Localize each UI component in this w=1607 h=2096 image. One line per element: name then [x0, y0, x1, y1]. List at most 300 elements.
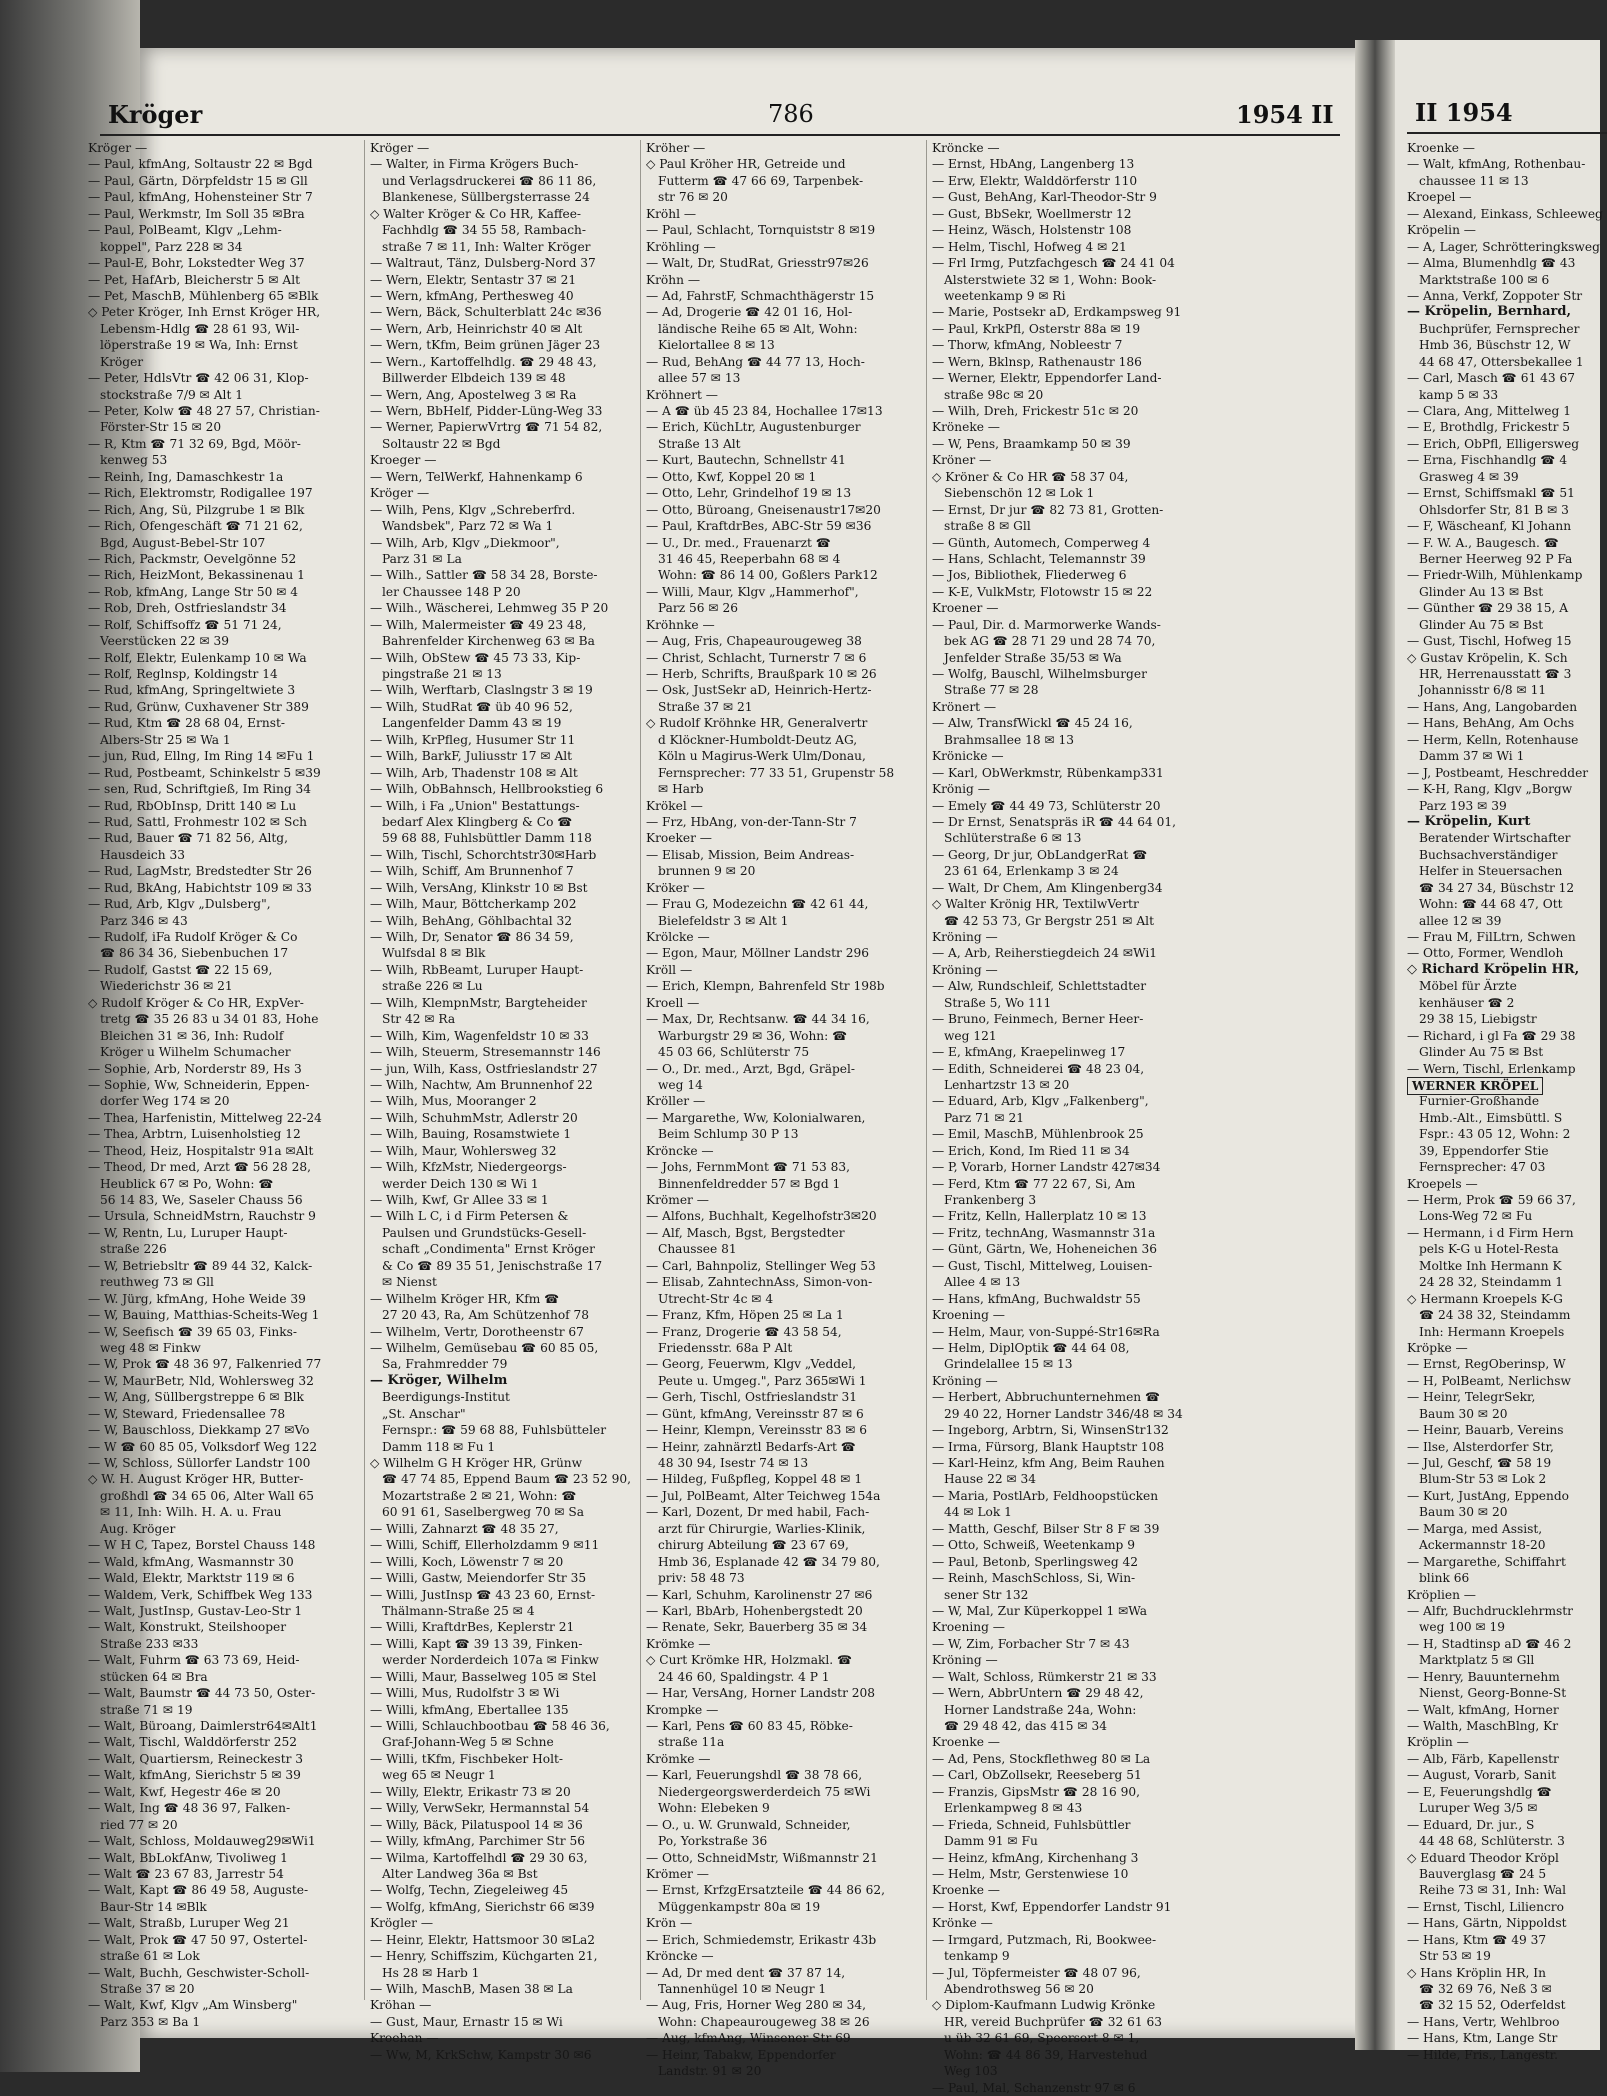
directory-entry-line: Kröhling — — [646, 239, 716, 254]
directory-entry-line: — Frau G, Modezeichn ☎ 42 61 44, — [646, 897, 869, 912]
directory-entry-line: — Walt, JustInsp, Gustav-Leo-Str 1 — [88, 1603, 303, 1618]
directory-entry-line: — Ad, FahrstF, Schmachthägerstr 15 — [646, 288, 875, 303]
directory-entry-line: — O., u. W. Grunwald, Schneider, — [646, 1817, 851, 1832]
directory-entry-line: — Willy, VerwSekr, Hermannstal 54 — [370, 1801, 590, 1816]
directory-entry-line: — Georg, Feuerwm, Klgv „Veddel, — [646, 1357, 857, 1372]
directory-entry-line: Luruper Weg 3/5 ✉ — [1419, 1801, 1538, 1816]
directory-entry-line: Kröhn — — [646, 272, 701, 287]
directory-entry-line: Köln u Magirus-Werk Ulm/Donau, — [658, 749, 866, 764]
directory-entry-line: Förster-Str 15 ✉ 20 — [100, 420, 222, 435]
directory-entry-line: — Pet, HafArb, Bleicherstr 5 ✉ Alt — [88, 272, 300, 287]
directory-entry-line: — A, Arb, Reiherstiegdeich 24 ✉Wi1 — [932, 946, 1158, 961]
directory-entry-line: — Wilh, Nachtw, Am Brunnenhof 22 — [370, 1077, 593, 1092]
directory-entry-line: — Elisab, ZahntechnAss, Simon-von- — [646, 1275, 873, 1290]
directory-entry-line: werder Deich 130 ✉ Wi 1 — [382, 1176, 539, 1191]
directory-entry-line: Utrecht-Str 4c ✉ 4 — [658, 1291, 774, 1306]
directory-entry-line: Müggenkampstr 80a ✉ 19 — [658, 1899, 821, 1914]
directory-entry-line: — Günther ☎ 29 38 15, A — [1407, 601, 1569, 616]
directory-entry-line: Kröning — — [932, 1653, 998, 1668]
directory-entry-line: — sen, Rud, Schriftgieß, Im Ring 34 — [88, 782, 312, 797]
directory-entry-line: Wohn: Chapeaurougeweg 38 ✉ 26 — [658, 2014, 870, 2029]
directory-entry-line: — Herbert, Abbruchunternehmen ☎ — [932, 1390, 1161, 1405]
directory-entry-line: straße 98c ✉ 20 — [944, 387, 1044, 402]
directory-entry-line: — Frl Irmg, Putzfachgesch ☎ 24 41 04 — [932, 256, 1175, 271]
directory-entry-line: chaussee 11 ✉ 13 — [1419, 173, 1529, 188]
directory-entry-line: Straße 37 ✉ 20 — [100, 1982, 195, 1996]
directory-entry-line: — Wilh, KlempnMstr, Bargteheider — [370, 995, 587, 1010]
directory-entry-line: — Wilh, MaschB, Masen 38 ✉ La — [370, 1982, 573, 1996]
directory-entry-line: Glinder Au 75 ✉ Bst — [1419, 617, 1544, 632]
directory-entry-line: kamp 5 ✉ 33 — [1419, 387, 1499, 402]
directory-entry-line: Beratender Wirtschafter — [1419, 831, 1571, 846]
directory-entry-line: 39, Eppendorfer Stie — [1419, 1143, 1549, 1158]
directory-entry-line: ☎ 34 27 34, Büschstr 12 — [1419, 880, 1575, 895]
directory-entry-line: — Rich, Ang, Sü, Pilzgrube 1 ✉ Blk — [88, 502, 305, 517]
directory-entry-line: — Walter, in Firma Krögers Buch- — [370, 157, 579, 172]
directory-entry-line: Kroepel — — [1407, 190, 1472, 205]
directory-entry-line: ◇ Wilhelm G H Kröger HR, Grünw — [370, 1456, 583, 1470]
directory-entry-line: Kroenke — — [1407, 141, 1475, 155]
directory-entry-line: Krönig — — [932, 782, 990, 797]
directory-entry-line: Abendrothsweg 56 ✉ 20 — [944, 1982, 1094, 1996]
directory-entry-line: 31 46 45, Reeperbahn 68 ✉ 4 — [658, 551, 841, 566]
directory-entry-line: Kröplien — — [1407, 1587, 1476, 1602]
directory-entry-line: Str 53 ✉ 19 — [1419, 1949, 1491, 1964]
directory-entry-line: Peute u. Umgeg.", Parz 365✉Wi 1 — [658, 1373, 867, 1388]
directory-entry-line: Albers-Str 25 ✉ Wa 1 — [100, 732, 231, 747]
directory-entry-line: — Wilh, Pens, Klgv „Schreberfrd. — [370, 502, 576, 517]
directory-entry-line: Bleichen 31 ✉ 36, Inh: Rudolf — [100, 1028, 284, 1043]
directory-entry-line: Kroening — — [932, 1620, 1005, 1635]
directory-entry-line: 24 46 60, Spaldingstr. 4 P 1 — [658, 1669, 830, 1684]
directory-entry-line: Ackermannstr 18-20 — [1419, 1538, 1546, 1553]
directory-entry-line: — Ad, Drogerie ☎ 42 01 16, Hol- — [646, 305, 853, 320]
directory-entry-line: Po, Yorkstraße 36 — [658, 1834, 768, 1849]
directory-entry-line: — Otto, Lehr, Grindelhof 19 ✉ 13 — [646, 486, 852, 501]
directory-entry-line: — K-H, Rang, Klgv „Borgw — [1407, 782, 1573, 797]
directory-entry-line: Straße 13 Alt — [658, 436, 741, 451]
directory-entry-line: Kröger — — [370, 486, 430, 501]
directory-entry-line: Krömke — — [646, 1751, 711, 1766]
directory-entry-line: Marktstraße 100 ✉ 6 — [1419, 272, 1550, 287]
directory-entry-line: — Dr Ernst, Senatspräs iR ☎ 44 64 01, — [932, 814, 1177, 829]
directory-entry-line: — Walt, Buchh, Geschwister-Scholl- — [88, 1965, 310, 1980]
directory-entry-line: ◇ Rudolf Kröhnke HR, Generalvertr — [646, 716, 868, 731]
directory-entry-line: — Wilh, KfzMstr, Niedergeorgs- — [370, 1160, 567, 1175]
directory-entry-line: — Johs, FernmMont ☎ 71 53 83, — [646, 1160, 851, 1175]
directory-entry-line: — Wilhelm, Gemüsebau ☎ 60 85 05, — [370, 1340, 599, 1355]
directory-entry-line: — A ☎ üb 45 23 84, Hochallee 17✉13 — [646, 404, 883, 418]
directory-entry-line: — Werner, Elektr, Eppendorfer Land- — [932, 371, 1162, 386]
directory-entry-line: — Aug, Fris, Chapeaurougeweg 38 — [646, 634, 862, 649]
directory-entry-line: — Wilh, Dreh, Frickestr 51c ✉ 20 — [932, 404, 1139, 418]
directory-entry-line: — Wilh, StudRat ☎ üb 40 96 52, — [370, 699, 573, 714]
directory-entry-line: Graf-Johann-Weg 5 ✉ Schne — [382, 1735, 554, 1750]
directory-entry-line: Kroell — — [646, 995, 700, 1010]
directory-entry-line: — Willy, Elektr, Erikastr 73 ✉ 20 — [370, 1784, 571, 1799]
directory-entry-line: — Jul, PolBeamt, Alter Teichweg 154a — [646, 1488, 881, 1503]
directory-entry-line: — Erich, Klempn, Bahrenfeld Str 198b — [646, 979, 885, 994]
directory-entry-line: Krökel — — [646, 798, 703, 813]
directory-entry-line: — Ernst, Schiffsmakl ☎ 51 — [1407, 486, 1575, 501]
directory-entry-line: blink 66 — [1419, 1571, 1470, 1586]
directory-entry-line: ☎ 32 15 52, Oderfeldst — [1419, 1998, 1566, 2013]
directory-entry-line: — Fritz, technAng, Wasmannstr 31a — [932, 1225, 1156, 1240]
directory-entry-line: Baum 30 ✉ 20 — [1419, 1406, 1508, 1421]
directory-entry-line: Kröger u Wilhelm Schumacher — [100, 1045, 291, 1060]
directory-entry-line: Berner Heerweg 92 P Fa — [1419, 551, 1573, 566]
directory-entry-line: — Wilh, Kim, Wagenfeldstr 10 ✉ 33 — [370, 1028, 589, 1043]
directory-entry-line: — U., Dr. med., Frauenarzt ☎ — [646, 535, 831, 550]
directory-entry-line: ◇ Walter Krönig HR, TextilwVertr — [932, 897, 1139, 912]
directory-entry-line: Krönke — — [932, 1916, 993, 1931]
directory-entry-line: — Paul, Mal, Schanzenstr 97 ✉ 6 — [932, 2080, 1136, 2095]
directory-entry-line: — Friedr-Wilh, Mühlenkamp — [1407, 568, 1583, 583]
directory-entry-line: — Rolf, Reglnsp, Koldingstr 14 — [88, 667, 278, 681]
directory-entry-line: Kröger — — [370, 141, 430, 155]
directory-entry-line: Kröger — — [88, 141, 148, 155]
directory-entry-line: Kröner — — [932, 453, 992, 468]
directory-entry-line: — Rud, Ktm ☎ 28 68 04, Ernst- — [88, 716, 285, 731]
directory-entry-line: — Wilh, Maur, Wohlersweg 32 — [370, 1143, 557, 1158]
directory-entry-line: Alter Landweg 36a ✉ Bst — [382, 1866, 538, 1881]
directory-entry-line: Parz 56 ✉ 26 — [658, 601, 739, 616]
directory-entry-line: — Rob, kfmAng, Lange Str 50 ✉ 4 — [88, 584, 299, 599]
directory-entry-line: — Walt, Straßb, Luruper Weg 21 — [88, 1916, 290, 1931]
directory-entry-line: ◇ Eduard Theodor Kröpl — [1407, 1850, 1559, 1865]
directory-entry-line: Johannisstr 6/8 ✉ 11 — [1419, 683, 1547, 698]
directory-entry-line: Kroeker — — [646, 831, 712, 846]
directory-entry-line: — Georg, Dr jur, ObLandgerRat ☎ — [932, 847, 1148, 862]
directory-entry-line: Beim Schlump 30 P 13 — [658, 1127, 799, 1142]
directory-entry-line: ler Chaussee 148 P 20 — [382, 584, 521, 599]
directory-entry-line: 44 48 68, Schlüterstr. 3 — [1419, 1834, 1565, 1849]
directory-entry-line: Nienst, Georg-Bonne-St — [1419, 1686, 1567, 1701]
directory-entry-line: — Erw, Elektr, Walddörferstr 110 — [932, 173, 1138, 188]
directory-entry-line: Kröncke — — [932, 141, 1000, 155]
directory-entry-line: — Egon, Maur, Möllner Landstr 296 — [646, 946, 870, 961]
directory-entry-line: — Franz, Kfm, Höpen 25 ✉ La 1 — [646, 1308, 844, 1323]
facing-header-rule — [1407, 132, 1607, 134]
directory-entry-line: — Henry, Schiffszim, Küchgarten 21, — [370, 1949, 598, 1964]
directory-entry-line: Krömer — — [646, 1866, 709, 1881]
directory-entry-line: Helfer in Steuersachen — [1419, 864, 1563, 879]
directory-entry-line: — Wern, tKfm, Beim grünen Jäger 23 — [370, 338, 601, 353]
directory-entry-line: Str 42 ✉ Ra — [382, 1012, 456, 1027]
directory-entry-line: — Willi, kfmAng, Ebertallee 135 — [370, 1702, 569, 1717]
directory-entry-line: — Marie, Postsekr aD, Erdkampsweg 91 — [932, 305, 1182, 320]
directory-entry-line: — Carl, ObZollsekr, Reeseberg 51 — [932, 1768, 1142, 1783]
directory-entry-line: — Rich, HeizMont, Bekassinenau 1 — [88, 568, 305, 583]
directory-entry-line: — Walt, Baumstr ☎ 44 73 50, Oster- — [88, 1686, 316, 1701]
directory-entry-line: — Wald, Elektr, Marktstr 119 ✉ 6 — [88, 1571, 295, 1586]
directory-entry-line: ☎ 32 69 76, Neß 3 ✉ — [1419, 1982, 1552, 1996]
directory-entry-line: — Kröpelin, Kurt — [1407, 813, 1531, 829]
directory-entry-line: — Ernst, Dr jur ☎ 82 73 81, Grotten- — [932, 502, 1164, 517]
directory-entry-line: — Theod, Heiz, Hospitalstr 91a ✉Alt — [88, 1143, 314, 1158]
directory-entry-line: Grasweg 4 ✉ 39 — [1419, 469, 1519, 484]
directory-entry-line: — Otto, Former, Wendloh — [1407, 946, 1564, 961]
directory-entry-line: — Emil, MaschB, Mühlenbrook 25 — [932, 1127, 1144, 1142]
directory-entry-line: — Walt, Schloss, Moldauweg29✉Wi1 — [88, 1834, 316, 1849]
directory-entry-line: Wohn: ☎ 44 68 47, Ott — [1419, 897, 1563, 912]
directory-entry-line: — Otto, SchneidMstr, Wißmannstr 21 — [646, 1850, 878, 1865]
directory-entry-line: Binnenfeldredder 57 ✉ Bgd 1 — [658, 1176, 841, 1191]
directory-entry-line: Kroener — — [932, 601, 999, 616]
directory-entry-line: — Aug, kfmAng, Winsener Str 69 — [646, 2031, 851, 2046]
directory-entry-line: — Richard, i gl Fa ☎ 29 38 — [1407, 1028, 1576, 1043]
directory-entry-line: Bauverglasg ☎ 24 5 — [1419, 1866, 1547, 1881]
directory-entry-line: Lons-Weg 72 ✉ Fu — [1419, 1209, 1533, 1224]
directory-entry-line: — Paul, kfmAng, Soltaustr 22 ✉ Bgd — [88, 157, 313, 172]
directory-entry-line: — Wern, Ang, Apostelweg 3 ✉ Ra — [370, 387, 577, 402]
directory-entry-line: 27 20 43, Ra, Am Schützenhof 78 — [382, 1308, 590, 1323]
directory-entry-line: 29 38 15, Liebigstr — [1419, 1012, 1537, 1027]
directory-entry-line: Blum-Str 53 ✉ Lok 2 — [1419, 1472, 1547, 1487]
directory-entry-line: — Erich, KüchLtr, Augustenburger — [646, 420, 861, 435]
directory-entry-line: — Har, VersAng, Horner Landstr 208 — [646, 1686, 876, 1701]
column-divider — [640, 140, 641, 2000]
directory-entry-line: — Renate, Sekr, Bauerberg 35 ✉ 34 — [646, 1620, 868, 1635]
directory-entry-line: Baur-Str 14 ✉Blk — [100, 1899, 207, 1914]
directory-entry-line: — Wern., Kartoffelhdlg. ☎ 29 48 43, — [370, 354, 597, 369]
directory-entry-line: — Theod, Dr med, Arzt ☎ 56 28 28, — [88, 1160, 311, 1175]
directory-entry-line: — Ursula, SchneidMstrn, Rauchstr 9 — [88, 1209, 316, 1224]
directory-entry-line: — Ww, M, KrkSchw, Kampstr 30 ✉6 — [370, 2047, 592, 2062]
directory-entry-line: Blankenese, Süllbergsterrasse 24 — [382, 190, 590, 205]
directory-entry-line: — W, Bauschloss, Diekkamp 27 ✉Vo — [88, 1423, 310, 1438]
directory-entry-line: — Hildeg, Fußpfleg, Koppel 48 ✉ 1 — [646, 1472, 863, 1487]
directory-entry-line: straße 61 ✉ Lok — [100, 1949, 200, 1964]
directory-entry-line: — Rud, Postbeamt, Schinkelstr 5 ✉39 — [88, 765, 321, 780]
directory-entry-line: — Sophie, Ww, Schneiderin, Eppen- — [88, 1077, 310, 1092]
directory-entry-line: — Osk, JustSekr aD, Heinrich-Hertz- — [646, 683, 872, 698]
directory-entry-line: ☎ 29 48 42, das 415 ✉ 34 — [944, 1719, 1108, 1733]
directory-entry-line: — F, Wäscheanf, Kl Johann — [1407, 519, 1572, 534]
directory-entry-line: — Ernst, Tischl, Liliencro — [1407, 1899, 1564, 1914]
directory-entry-line: — H, Stadtinsp aD ☎ 46 2 — [1407, 1636, 1572, 1651]
directory-entry-line: — Erich, Kond, Im Ried 11 ✉ 34 — [932, 1143, 1130, 1158]
directory-entry-line: Fernsprecher: 47 03 — [1419, 1160, 1546, 1175]
directory-entry-line: Kroenke — — [932, 1735, 1000, 1750]
directory-entry-line: — Willi, Gastw, Meiendorfer Str 35 — [370, 1571, 587, 1586]
directory-entry-line: — Margarethe, Ww, Kolonialwaren, — [646, 1110, 866, 1125]
directory-entry-line: — Ernst, HbAng, Langenberg 13 — [932, 157, 1135, 172]
directory-entry-line: Wulfsdal 8 ✉ Blk — [382, 946, 486, 961]
directory-entry-line: 48 30 94, Isestr 74 ✉ 13 — [658, 1456, 809, 1470]
directory-entry-line: Mozartstraße 2 ✉ 21, Wohn: ☎ — [382, 1488, 577, 1503]
directory-entry-line: — Marga, med Assist, — [1407, 1521, 1543, 1536]
directory-entry-line: — Fritz, Kelln, Hallerplatz 10 ✉ 13 — [932, 1209, 1147, 1224]
directory-entry-line: — A, Lager, Schrötteringksweg — [1407, 239, 1600, 254]
directory-entry-line: — Rich, Packmstr, Oevelgönne 52 — [88, 551, 297, 566]
directory-entry-line: Hmb 36, Esplanade 42 ☎ 34 79 80, — [658, 1554, 880, 1569]
directory-entry-line: Bahrenfelder Kirchenweg 63 ✉ Ba — [382, 634, 595, 649]
directory-entry-line: Straße 77 ✉ 28 — [944, 683, 1039, 698]
directory-entry-line: — Wern, Elektr, Sentastr 37 ✉ 21 — [370, 272, 577, 287]
directory-entry-line: — Wilh, BehAng, Göhlbachtal 32 — [370, 913, 572, 928]
directory-entry-line: Straße 233 ✉33 — [100, 1636, 199, 1651]
directory-entry-line: — Heinr, Bauarb, Vereins — [1407, 1423, 1564, 1438]
directory-entry-line: — Wilhelm, Vertr, Dorotheenstr 67 — [370, 1324, 584, 1339]
directory-entry-line: — Maria, PostlArb, Feldhoopstücken — [932, 1488, 1159, 1503]
directory-entry-line: — Ernst, KrfzgErsatzteile ☎ 44 86 62, — [646, 1883, 885, 1898]
directory-entry-line: — Helm, DiplOptik ☎ 44 64 08, — [932, 1340, 1130, 1355]
directory-entry-line: Kroehan — — [370, 2031, 439, 2046]
directory-entry-line: — Heinz, kfmAng, Kirchenhang 3 — [932, 1850, 1139, 1865]
directory-entry-line: — Gust, Tischl, Mittelweg, Louisen- — [932, 1258, 1153, 1273]
directory-entry-line: — Thorw, kfmAng, Nobleestr 7 — [932, 338, 1123, 353]
directory-entry-line: — Wilh, Arb, Klgv „Diekmoor", — [370, 535, 560, 550]
directory-entry-line: — Waldem, Verk, Schiffbek Weg 133 — [88, 1587, 313, 1602]
directory-entry-line: straße 11a — [658, 1735, 725, 1750]
directory-entry-line: brunnen 9 ✉ 20 — [658, 864, 756, 879]
directory-entry-line: Kröhnke — — [646, 617, 715, 632]
directory-entry-line: straße 226 ✉ Lu — [382, 979, 483, 994]
directory-entry-line: — Wolfg, kfmAng, Sierichstr 66 ✉39 — [370, 1899, 595, 1914]
directory-entry-line: — W ☎ 60 85 05, Volksdorf Weg 122 — [88, 1439, 318, 1454]
entry-column-1 — [88, 140, 350, 2030]
directory-entry-line: — Wilh, SchuhmMstr, Adlerstr 20 — [370, 1110, 578, 1125]
directory-entry-line: Krönert — — [932, 699, 997, 714]
directory-entry-line: Bielefeldstr 3 ✉ Alt 1 — [658, 913, 789, 928]
directory-entry-line: 44 68 47, Ottersbekallee 1 — [1419, 354, 1584, 369]
directory-entry-line: kenweg 53 — [100, 453, 168, 468]
directory-entry-line: chirurg Abteilung ☎ 23 67 69, — [658, 1538, 849, 1553]
directory-entry-line: — O., Dr. med., Arzt, Bgd, Gräpel- — [646, 1061, 856, 1076]
directory-entry-line: — Paul, Dir. d. Marmorwerke Wands- — [932, 617, 1161, 632]
directory-entry-line: — Willy, Bäck, Pilatuspool 14 ✉ 36 — [370, 1817, 583, 1832]
directory-entry-line: Marktplatz 5 ✉ Gll — [1419, 1653, 1535, 1668]
directory-entry-line: — Karl, Dozent, Dr med habil, Fach- — [646, 1505, 870, 1520]
directory-entry-line: Straße 37 ✉ 21 — [658, 699, 753, 714]
directory-entry-line: ländische Reihe 65 ✉ Alt, Wohn: — [658, 321, 858, 336]
directory-entry-line: — Walt, Dr, StudRat, Griesstr97✉26 — [646, 256, 869, 271]
directory-entry-line: Kroenke — — [932, 1883, 1000, 1898]
directory-entry-line: ◇ Richard Kröpelin HR, — [1407, 961, 1580, 977]
directory-entry-line: — Wilh, Schiff, Am Brunnenhof 7 — [370, 864, 574, 879]
directory-entry-line: — Rudolf, iFa Rudolf Kröger & Co — [88, 930, 298, 944]
directory-entry-line: — Walt, Dr Chem, Am Klingenberg34 — [932, 880, 1163, 895]
directory-entry-line: — Thea, Arbtrn, Luisenholstieg 12 — [88, 1127, 301, 1142]
directory-entry-line: — Rich, Ofengeschäft ☎ 71 21 62, — [88, 519, 303, 534]
directory-entry-line: ✉ Harb — [658, 782, 704, 797]
directory-entry-line: Kröhan — — [370, 1998, 432, 2013]
directory-entry-line: 45 03 66, Schlüterstr 75 — [658, 1045, 810, 1060]
directory-entry-line: 56 14 83, We, Saseler Chauss 56 — [100, 1193, 303, 1207]
directory-entry-line: — Karl-Heinz, kfm Ang, Beim Rauhen — [932, 1456, 1165, 1470]
directory-entry-line: — Aug, Fris, Horner Weg 280 ✉ 34, — [646, 1998, 867, 2013]
directory-entry-line: — Erich, Schmiedemstr, Erikastr 43b — [646, 1932, 877, 1947]
directory-entry-line: — Frau M, FilLtrn, Schwen — [1407, 930, 1576, 944]
directory-entry-line: — August, Vorarb, Sanit — [1407, 1768, 1557, 1783]
directory-entry-line: Langenfelder Damm 43 ✉ 19 — [382, 716, 562, 731]
directory-entry-line: ◇ Curt Krömke HR, Holzmakl. ☎ — [646, 1653, 853, 1668]
directory-entry-line: — Sophie, Arb, Norderstr 89, Hs 3 — [88, 1061, 302, 1076]
directory-entry-line: — Günt, kfmAng, Vereinsstr 87 ✉ 6 — [646, 1406, 864, 1421]
directory-entry-line: — jun, Wilh, Kass, Ostfrieslandstr 27 — [370, 1061, 598, 1076]
directory-entry-line: — Heinr, Klempn, Vereinsstr 83 ✉ 6 — [646, 1423, 868, 1438]
entry-column-2 — [370, 140, 632, 2063]
directory-entry-line: Siebenschön 12 ✉ Lok 1 — [944, 486, 1095, 501]
directory-entry-line: — Walt, Büroang, Daimlerstr64✉Alt1 — [88, 1719, 318, 1733]
directory-entry-line: — Wolfg, Techn, Ziegeleiweg 45 — [370, 1883, 569, 1898]
directory-entry-line: — W, MaurBetr, Nld, Wohlersweg 32 — [88, 1373, 314, 1388]
directory-entry-line: — Gust, BbSekr, Woellmerstr 12 — [932, 206, 1132, 221]
directory-entry-line: Wiederichstr 36 ✉ 21 — [100, 979, 233, 994]
directory-entry-line: Glinder Au 75 ✉ Bst — [1419, 1045, 1544, 1060]
directory-entry-line: ◇ W. H. August Kröger HR, Butter- — [88, 1472, 304, 1487]
facing-entry-column — [1407, 140, 1607, 2063]
directory-entry-line: Baum 30 ✉ 20 — [1419, 1505, 1508, 1520]
directory-entry-line: — Günt, Gärtn, We, Hoheneichen 36 — [932, 1242, 1158, 1257]
directory-entry-line: ◇ Rudolf Kröger & Co HR, ExpVer- — [88, 995, 304, 1010]
directory-entry-line: — Walt, Tischl, Walddörferstr 252 — [88, 1735, 298, 1750]
directory-entry-line: ried 77 ✉ 20 — [100, 1817, 178, 1832]
directory-entry-line: — Willy, kfmAng, Parchimer Str 56 — [370, 1834, 585, 1849]
directory-entry-line: 29 40 22, Horner Landstr 346/48 ✉ 34 — [944, 1406, 1183, 1421]
directory-entry-line: — Walth, MaschBlng, Kr — [1407, 1719, 1559, 1733]
directory-entry-line: Thälmann-Straße 25 ✉ 4 — [382, 1603, 535, 1618]
directory-entry-line: — Otto, Kwf, Koppel 20 ✉ 1 — [646, 469, 817, 484]
directory-entry-line: straße 8 ✉ Gll — [944, 519, 1031, 534]
directory-entry-line: Chaussee 81 — [658, 1242, 737, 1257]
directory-entry-line: ☎ 47 74 85, Eppend Baum ☎ 23 52 90, — [382, 1472, 632, 1487]
directory-entry-line: Krömer — — [646, 1193, 709, 1207]
directory-entry-line: — Walt, Kwf, Klgv „Am Winsberg" — [88, 1998, 298, 2013]
directory-entry-line: — Paul, KraftdrBes, ABC-Str 59 ✉36 — [646, 519, 872, 534]
directory-entry-line: arzt für Chirurgie, Warlies-Klinik, — [658, 1521, 866, 1536]
entry-column-3 — [646, 140, 908, 2080]
directory-entry-line: — Karl, Feuerungshdl ☎ 38 78 66, — [646, 1768, 863, 1783]
directory-entry-line: — Karl, Pens ☎ 60 83 45, Röbke- — [646, 1719, 853, 1733]
directory-entry-line: — Wern, Tischl, Erlenkamp — [1407, 1061, 1576, 1076]
column-divider — [926, 140, 927, 2000]
directory-entry-line: stockstraße 7/9 ✉ Alt 1 — [100, 387, 243, 402]
directory-entry-line: — Paul, Gärtn, Dörpfeldstr 15 ✉ Gll — [88, 173, 308, 188]
directory-entry-line: 23 61 64, Erlenkamp 3 ✉ 24 — [944, 864, 1119, 879]
directory-entry-line: — Matth, Geschf, Bilser Str 8 F ✉ 39 — [932, 1521, 1160, 1536]
directory-entry-line: pels K-G u Hotel-Resta — [1419, 1242, 1559, 1257]
directory-entry-line: Veerstücken 22 ✉ 39 — [100, 634, 230, 649]
directory-entry-line: — Gust, Tischl, Hofweg 15 — [1407, 634, 1572, 649]
directory-entry-line: Alsterstwiete 32 ✉ 1, Wohn: Book- — [944, 272, 1157, 287]
directory-entry-line: Schlüterstraße 6 ✉ 13 — [944, 831, 1082, 846]
directory-entry-line: — Heinr, zahnärztl Bedarfs-Art ☎ — [646, 1439, 856, 1454]
directory-entry-line: — Walt, Schloss, Rümkerstr 21 ✉ 33 — [932, 1669, 1157, 1684]
directory-entry-line: — Alb, Färb, Kapellenstr — [1407, 1751, 1559, 1766]
column-divider — [364, 140, 365, 2000]
directory-entry-line: — W, Rentn, Lu, Luruper Haupt- — [88, 1225, 288, 1240]
directory-entry-line: — Walt, Konstrukt, Steilshooper — [88, 1620, 287, 1635]
directory-entry-line: — W, Seefisch ☎ 39 65 03, Finks- — [88, 1324, 297, 1339]
directory-entry-line: Kroening — — [932, 1308, 1005, 1323]
directory-entry-line: Kröncke — — [646, 1143, 714, 1158]
directory-entry-line: — Wilh, Arb, Thadenstr 108 ✉ Alt — [370, 765, 578, 780]
directory-entry-line: — Wilh, BarkF, Juliusstr 17 ✉ Alt — [370, 749, 573, 764]
directory-entry-line: — Hans, Gärtn, Nippoldst — [1407, 1916, 1567, 1931]
directory-entry-line: Kielortallee 8 ✉ 13 — [658, 338, 775, 353]
directory-entry-line: HR, Herrenausstatt ☎ 3 — [1419, 667, 1572, 681]
directory-entry-line: — Willi, Mus, Rudolfstr 3 ✉ Wi — [370, 1686, 560, 1701]
directory-entry-line: pingstraße 21 ✉ 13 — [382, 667, 502, 681]
directory-entry-line: Frankenberg 3 — [944, 1193, 1037, 1207]
directory-entry-line: — Walt, kfmAng, Rothenbau- — [1407, 157, 1586, 172]
directory-entry-line: — Carl, Bahnpoliz, Stellinger Weg 53 — [646, 1258, 876, 1273]
directory-entry-line: — Wern, Bklnsp, Rathenaustr 186 — [932, 354, 1142, 369]
directory-entry-line: — Willi, JustInsp ☎ 43 23 60, Ernst- — [370, 1587, 596, 1602]
directory-entry-line: — Reinh, MaschSchloss, Si, Win- — [932, 1571, 1136, 1586]
